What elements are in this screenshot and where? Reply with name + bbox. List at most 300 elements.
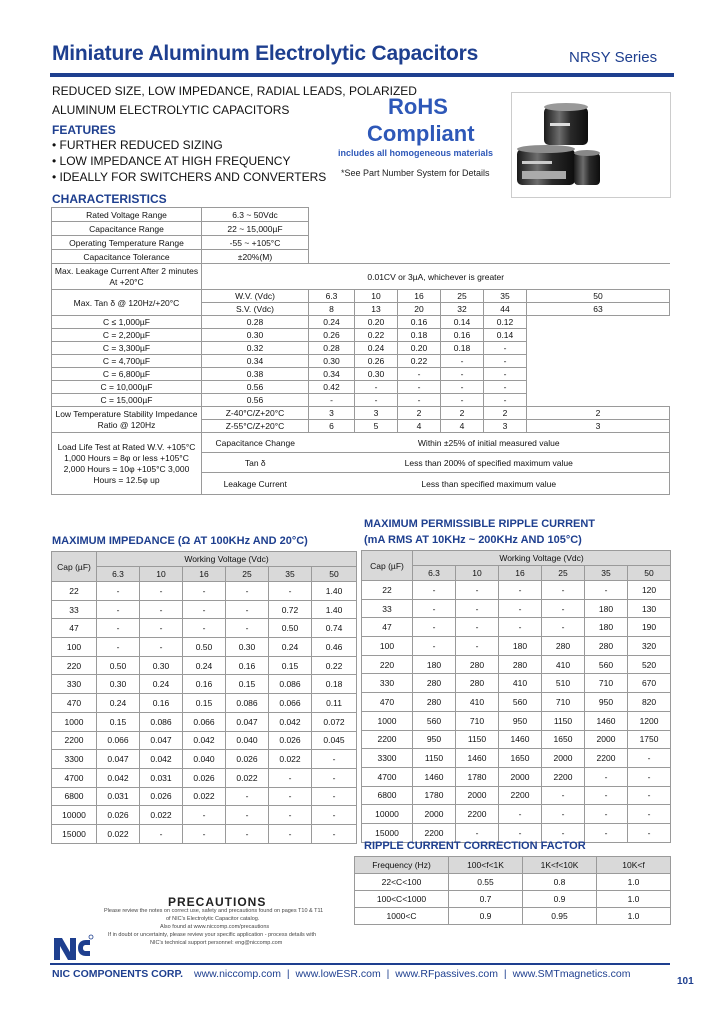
ripple-value: 1460 xyxy=(456,749,499,768)
ripple-cap: 15000 xyxy=(362,823,413,842)
table-row xyxy=(52,787,357,806)
ripple-value: 280 xyxy=(413,674,456,693)
ripple-value: - xyxy=(456,599,499,618)
tan-value: 0.16 xyxy=(398,316,441,329)
impedance-value: 0.15 xyxy=(269,656,312,675)
ripple-value: 410 xyxy=(456,693,499,712)
ripple-value: - xyxy=(628,786,671,805)
tan-value: 0.12 xyxy=(484,316,527,329)
lowtemp-value: 5 xyxy=(355,420,398,433)
impedance-value: - xyxy=(269,806,312,825)
impedance-value: - xyxy=(226,824,269,843)
ripple-value: - xyxy=(499,618,542,637)
ripple-cap: 33 xyxy=(362,599,413,618)
tan-value: 0.14 xyxy=(484,329,527,342)
impedance-value: 0.30 xyxy=(226,638,269,657)
ripple-value: - xyxy=(585,823,628,842)
rohs-logo-line2: Compliant xyxy=(367,121,475,146)
ripple-value: 1460 xyxy=(413,767,456,786)
ripple-value: 2000 xyxy=(542,749,585,768)
ripple-value: - xyxy=(542,805,585,824)
table-row xyxy=(52,824,357,843)
tan-value: - xyxy=(484,355,527,368)
tan-cap-label: C = 4,700µF xyxy=(52,355,202,368)
correction-value: 1.0 xyxy=(597,874,671,891)
ripple-value: 130 xyxy=(628,599,671,618)
impedance-cap: 470 xyxy=(52,694,97,713)
ripple-value: - xyxy=(456,581,499,600)
impedance-value: - xyxy=(269,768,312,787)
ripple-voltage: 10 xyxy=(456,566,499,581)
ripple-cap: 4700 xyxy=(362,767,413,786)
ripple-cap: 10000 xyxy=(362,805,413,824)
impedance-value: 0.042 xyxy=(183,731,226,750)
ripple-value: 2000 xyxy=(456,786,499,805)
impedance-value: 0.047 xyxy=(140,731,183,750)
ripple-value: - xyxy=(542,618,585,637)
impedance-value: 0.15 xyxy=(183,694,226,713)
impedance-value: 0.24 xyxy=(183,656,226,675)
table-row xyxy=(52,806,357,825)
life-label: Load Life Test at Rated W.V. +105°C 1,000 Hours = 8φ or less +105°C 2,000 Hours = 10φ +105°C 3,000 Hours = 12.5φ up xyxy=(52,433,202,495)
table-row xyxy=(52,656,357,675)
ripple-voltage: 16 xyxy=(499,566,542,581)
ripple-value: 710 xyxy=(585,674,628,693)
ripple-value: 1150 xyxy=(456,730,499,749)
wv-label: W.V. (Vdc) xyxy=(202,290,309,303)
impedance-value: - xyxy=(97,600,140,619)
ripple-value: - xyxy=(499,823,542,842)
table-row xyxy=(362,786,671,805)
sv-value: 32 xyxy=(441,303,484,316)
table-row xyxy=(362,674,671,693)
tan-row xyxy=(52,355,670,368)
wv-value: 25 xyxy=(441,290,484,303)
tan-value: 0.30 xyxy=(309,355,355,368)
impedance-value: - xyxy=(183,582,226,601)
rip-cap-header: Cap (µF) xyxy=(362,551,413,581)
correction-value: 0.8 xyxy=(523,874,597,891)
tan-value: 0.18 xyxy=(398,329,441,342)
wv-value: 6.3 xyxy=(309,290,355,303)
ripple-value: - xyxy=(628,767,671,786)
correction-header-row xyxy=(355,857,671,874)
ripple-value: - xyxy=(499,581,542,600)
impedance-value: 0.18 xyxy=(312,675,357,694)
tan-value: 0.56 xyxy=(202,381,309,394)
company-name: NIC COMPONENTS CORP. xyxy=(52,968,184,980)
ripple-heading-line1: MAXIMUM PERMISSIBLE RIPPLE CURRENT xyxy=(364,518,596,530)
impedance-value: - xyxy=(312,824,357,843)
impedance-value: 0.026 xyxy=(226,750,269,769)
ripple-value: 190 xyxy=(628,618,671,637)
ripple-value: - xyxy=(542,581,585,600)
correction-cap-range: 1000<C xyxy=(355,908,449,925)
footer-rule xyxy=(50,963,670,965)
correction-value: 1.0 xyxy=(597,891,671,908)
feature-item: • IDEALLY FOR SWITCHERS AND CONVERTERS xyxy=(52,170,327,184)
table-row xyxy=(362,749,671,768)
impedance-value: - xyxy=(183,600,226,619)
ripple-value: 180 xyxy=(585,618,628,637)
rated-voltage-value: 6.3 ~ 50Vdc xyxy=(202,208,309,222)
page-title: Miniature Aluminum Electrolytic Capacitors xyxy=(52,42,479,65)
ripple-value: - xyxy=(585,581,628,600)
impedance-value: - xyxy=(226,582,269,601)
correction-heading: RIPPLE CURRENT CORRECTION FACTOR xyxy=(364,840,586,852)
impedance-value: - xyxy=(226,787,269,806)
impedance-cap: 100 xyxy=(52,638,97,657)
ripple-value: 180 xyxy=(499,637,542,656)
precautions-line: Please review the notes on correct use, safety and precautions found on pages T10 & T11 xyxy=(104,908,324,914)
impedance-table xyxy=(51,551,357,844)
impedance-cap: 10000 xyxy=(52,806,97,825)
table-row xyxy=(362,693,671,712)
impedance-value: 0.042 xyxy=(269,712,312,731)
tan-value: - xyxy=(398,381,441,394)
impedance-value: 0.047 xyxy=(97,750,140,769)
impedance-cap: 1000 xyxy=(52,712,97,731)
impedance-value: 0.16 xyxy=(226,656,269,675)
impedance-value: 0.22 xyxy=(312,656,357,675)
impedance-value: - xyxy=(269,824,312,843)
impedance-value: - xyxy=(226,600,269,619)
ripple-value: 280 xyxy=(499,655,542,674)
impedance-value: 0.46 xyxy=(312,638,357,657)
tan-value: 0.28 xyxy=(309,342,355,355)
life-item-value: Within ±25% of initial measured value xyxy=(309,433,670,453)
ripple-value: 1460 xyxy=(585,711,628,730)
impedance-value: 0.11 xyxy=(312,694,357,713)
footer xyxy=(52,968,630,980)
tan-value: 0.16 xyxy=(441,329,484,342)
impedance-value: 0.031 xyxy=(97,787,140,806)
feature-item: • LOW IMPEDANCE AT HIGH FREQUENCY xyxy=(52,154,291,168)
ripple-value: 180 xyxy=(413,655,456,674)
tan-row xyxy=(52,381,670,394)
ripple-value: 320 xyxy=(628,637,671,656)
impedance-value: 0.042 xyxy=(140,750,183,769)
ripple-value: - xyxy=(413,618,456,637)
tan-value: 0.30 xyxy=(355,368,398,381)
impedance-voltage: 16 xyxy=(183,567,226,582)
tan-rows xyxy=(52,316,670,407)
characteristics-table xyxy=(51,207,670,495)
impedance-cap: 22 xyxy=(52,582,97,601)
tan-value: - xyxy=(398,394,441,407)
table-row xyxy=(52,750,357,769)
tan-value: 0.34 xyxy=(309,368,355,381)
impedance-value: 0.74 xyxy=(312,619,357,638)
ripple-value: - xyxy=(628,823,671,842)
table-row xyxy=(52,712,357,731)
tan-value: 0.56 xyxy=(202,394,309,407)
tan-cap-label: C = 2,200µF xyxy=(52,329,202,342)
table-row xyxy=(362,637,671,656)
impedance-value: 0.50 xyxy=(97,656,140,675)
rohs-note: *See Part Number System for Details xyxy=(341,168,490,178)
ripple-value: 950 xyxy=(413,730,456,749)
life-item-label: Tan δ xyxy=(202,453,309,473)
ripple-value: 1200 xyxy=(628,711,671,730)
tan-value: 0.22 xyxy=(398,355,441,368)
tan-value: - xyxy=(484,394,527,407)
tan-value: 0.42 xyxy=(309,381,355,394)
impedance-value: 0.042 xyxy=(97,768,140,787)
table-row xyxy=(52,600,357,619)
capacitor-image xyxy=(512,93,670,197)
ripple-cap: 22 xyxy=(362,581,413,600)
impedance-value: - xyxy=(97,582,140,601)
ripple-value: - xyxy=(413,581,456,600)
impedance-value: - xyxy=(140,638,183,657)
tan-value: - xyxy=(441,355,484,368)
ripple-value: - xyxy=(585,786,628,805)
lowtemp-row xyxy=(52,407,670,420)
impedance-cap: 4700 xyxy=(52,768,97,787)
temp-value: -55 ~ +105°C xyxy=(202,236,309,250)
impedance-value: 0.022 xyxy=(97,824,140,843)
tan-value: - xyxy=(355,394,398,407)
tan-value: 0.18 xyxy=(441,342,484,355)
impedance-value: 0.086 xyxy=(269,675,312,694)
impedance-voltage: 35 xyxy=(269,567,312,582)
ripple-value: 180 xyxy=(585,599,628,618)
footer-link[interactable]: www.RFpassives.com xyxy=(395,968,498,980)
impedance-value: 0.022 xyxy=(140,806,183,825)
impedance-value: - xyxy=(312,806,357,825)
impedance-value: - xyxy=(183,806,226,825)
ripple-value: 560 xyxy=(499,693,542,712)
sv-value: 63 xyxy=(527,303,670,316)
footer-link[interactable]: www.niccomp.com xyxy=(194,968,281,980)
lowtemp-value: 2 xyxy=(484,407,527,420)
impedance-value: 0.022 xyxy=(269,750,312,769)
correction-header: 1K<f<10K xyxy=(523,857,597,874)
feature-item: • FURTHER REDUCED SIZING xyxy=(52,138,223,152)
tan-value: 0.24 xyxy=(309,316,355,329)
tan-row xyxy=(52,394,670,407)
tan-value: 0.26 xyxy=(355,355,398,368)
ripple-cap: 3300 xyxy=(362,749,413,768)
lowtemp-value: 2 xyxy=(398,407,441,420)
impedance-value: 0.047 xyxy=(226,712,269,731)
impedance-value: - xyxy=(312,750,357,769)
tan-value: 0.32 xyxy=(202,342,309,355)
ripple-voltage: 50 xyxy=(628,566,671,581)
table-row xyxy=(362,618,671,637)
table-row xyxy=(52,768,357,787)
impedance-value: 0.022 xyxy=(226,768,269,787)
tan-row xyxy=(52,342,670,355)
imp-cap-header: Cap (µF) xyxy=(52,552,97,582)
impedance-value: 0.066 xyxy=(183,712,226,731)
tan-value: 0.28 xyxy=(202,316,309,329)
impedance-value: - xyxy=(312,768,357,787)
tan-value: - xyxy=(398,368,441,381)
ripple-value: 710 xyxy=(542,693,585,712)
ripple-value: 510 xyxy=(542,674,585,693)
impedance-value: - xyxy=(97,638,140,657)
footer-sep: | xyxy=(503,968,507,980)
tan-value: 0.24 xyxy=(355,342,398,355)
ripple-cap: 330 xyxy=(362,674,413,693)
impedance-value: 0.72 xyxy=(269,600,312,619)
ripple-value: 280 xyxy=(456,674,499,693)
table-row xyxy=(52,619,357,638)
ripple-value: 520 xyxy=(628,655,671,674)
tan-row xyxy=(52,329,670,342)
impedance-value: 0.040 xyxy=(226,731,269,750)
footer-link[interactable]: www.lowESR.com xyxy=(295,968,381,980)
impedance-cap: 47 xyxy=(52,619,97,638)
precautions-line: of NIC's Electrolytic Capacitor catalog. xyxy=(166,916,260,922)
impedance-value: - xyxy=(226,619,269,638)
impedance-value: 0.24 xyxy=(269,638,312,657)
ripple-value: 1150 xyxy=(542,711,585,730)
ripple-value: 280 xyxy=(542,637,585,656)
lowtemp-ratio-label: Z-40°C/Z+20°C xyxy=(202,407,309,420)
features-heading: FEATURES xyxy=(52,123,116,137)
correction-value: 0.95 xyxy=(523,908,597,925)
lowtemp-value: 3 xyxy=(484,420,527,433)
ripple-value: 820 xyxy=(628,693,671,712)
table-row xyxy=(362,711,671,730)
ripple-value: - xyxy=(542,823,585,842)
ripple-value: 2200 xyxy=(456,805,499,824)
correction-value: 0.9 xyxy=(449,908,523,925)
impedance-voltage: 25 xyxy=(226,567,269,582)
ripple-value: - xyxy=(628,749,671,768)
impedance-value: 0.50 xyxy=(269,619,312,638)
life-item-value: Less than 200% of specified maximum value xyxy=(309,453,670,473)
wv-value: 10 xyxy=(355,290,398,303)
ripple-cap: 2200 xyxy=(362,730,413,749)
impedance-cap: 2200 xyxy=(52,731,97,750)
nic-logo xyxy=(52,934,94,962)
lowtemp-value: 2 xyxy=(527,407,670,420)
leakage-label: Max. Leakage Current After 2 minutes At +20°C xyxy=(52,264,202,290)
correction-row xyxy=(355,891,671,908)
footer-sep: | xyxy=(286,968,290,980)
precautions-line: NIC's technical support personnel: eng@niccomp.com xyxy=(150,940,283,946)
tan-value: - xyxy=(441,368,484,381)
table-row xyxy=(362,805,671,824)
ripple-value: 2200 xyxy=(585,749,628,768)
ripple-value: - xyxy=(456,823,499,842)
ripple-value: - xyxy=(585,767,628,786)
rohs-logo-line1: RoHS xyxy=(388,94,448,119)
impedance-rows xyxy=(52,582,357,844)
impedance-value: 1.40 xyxy=(312,600,357,619)
tan-value: 0.14 xyxy=(441,316,484,329)
lowtemp-value: 3 xyxy=(309,407,355,420)
ripple-value: 2000 xyxy=(499,767,542,786)
impedance-heading: MAXIMUM IMPEDANCE (Ω AT 100KHz AND 20°C) xyxy=(52,535,308,547)
ripple-cap: 47 xyxy=(362,618,413,637)
impedance-value: 0.066 xyxy=(97,731,140,750)
ripple-value: 1460 xyxy=(499,730,542,749)
ripple-value: 1780 xyxy=(413,786,456,805)
leakage-value: 0.01CV or 3µA, whichever is greater xyxy=(202,264,670,290)
impedance-value: 0.026 xyxy=(183,768,226,787)
tan-row xyxy=(52,316,670,329)
ripple-value: 410 xyxy=(542,655,585,674)
capacitor-photo xyxy=(511,92,671,198)
footer-sep: | xyxy=(386,968,390,980)
ripple-voltage: 35 xyxy=(585,566,628,581)
ripple-value: 120 xyxy=(628,581,671,600)
correction-value: 0.9 xyxy=(523,891,597,908)
tan-value: 0.26 xyxy=(309,329,355,342)
ripple-table xyxy=(361,550,671,843)
capacitance-value: 22 ~ 15,000µF xyxy=(202,222,309,236)
tan-row xyxy=(52,368,670,381)
rip-wv-header: Working Voltage (Vdc) xyxy=(413,551,671,566)
tan-cap-label: C = 15,000µF xyxy=(52,394,202,407)
ripple-value: - xyxy=(628,805,671,824)
temp-label: Operating Temperature Range xyxy=(52,236,202,250)
impedance-value: 0.15 xyxy=(226,675,269,694)
ripple-voltage: 6.3 xyxy=(413,566,456,581)
correction-cap-range: 22<C<100 xyxy=(355,874,449,891)
precautions-box xyxy=(104,895,360,955)
impedance-value: 0.086 xyxy=(140,712,183,731)
impedance-value: 0.16 xyxy=(183,675,226,694)
impedance-value: - xyxy=(183,619,226,638)
table-row xyxy=(362,581,671,600)
correction-header: 100<f<1K xyxy=(449,857,523,874)
impedance-value: 0.026 xyxy=(97,806,140,825)
correction-value: 1.0 xyxy=(597,908,671,925)
tan-value: 0.34 xyxy=(202,355,309,368)
sv-value: 20 xyxy=(398,303,441,316)
impedance-cap: 6800 xyxy=(52,787,97,806)
ripple-value: 280 xyxy=(456,655,499,674)
ripple-value: 670 xyxy=(628,674,671,693)
tan-value: 0.30 xyxy=(202,329,309,342)
table-row xyxy=(362,767,671,786)
ripple-value: 1750 xyxy=(628,730,671,749)
series-name: NRSY Series xyxy=(569,49,658,66)
ripple-value: - xyxy=(413,599,456,618)
impedance-value: - xyxy=(140,600,183,619)
lowtemp-label: Low Temperature Stability Impedance Ratio @ 120Hz xyxy=(52,407,202,433)
ripple-cap: 6800 xyxy=(362,786,413,805)
correction-table xyxy=(354,856,671,925)
footer-link[interactable]: www.SMTmagnetics.com xyxy=(512,968,631,980)
impedance-cap: 220 xyxy=(52,656,97,675)
tan-cap-label: C = 3,300µF xyxy=(52,342,202,355)
sv-label: S.V. (Vdc) xyxy=(202,303,309,316)
ripple-value: - xyxy=(413,637,456,656)
tan-value: 0.20 xyxy=(355,316,398,329)
lowtemp-ratio-label: Z-55°C/Z+20°C xyxy=(202,420,309,433)
ripple-cap: 220 xyxy=(362,655,413,674)
impedance-value: - xyxy=(140,582,183,601)
lowtemp-value: 3 xyxy=(355,407,398,420)
title-rule xyxy=(50,73,674,77)
impedance-voltage: 10 xyxy=(140,567,183,582)
tan-value: - xyxy=(484,342,527,355)
wv-value: 16 xyxy=(398,290,441,303)
imp-wv-header: Working Voltage (Vdc) xyxy=(97,552,357,567)
ripple-value: 710 xyxy=(456,711,499,730)
ripple-cap: 470 xyxy=(362,693,413,712)
ripple-value: 2200 xyxy=(499,786,542,805)
ripple-value: 2000 xyxy=(585,730,628,749)
tan-label: Max. Tan δ @ 120Hz/+20°C xyxy=(52,290,202,316)
